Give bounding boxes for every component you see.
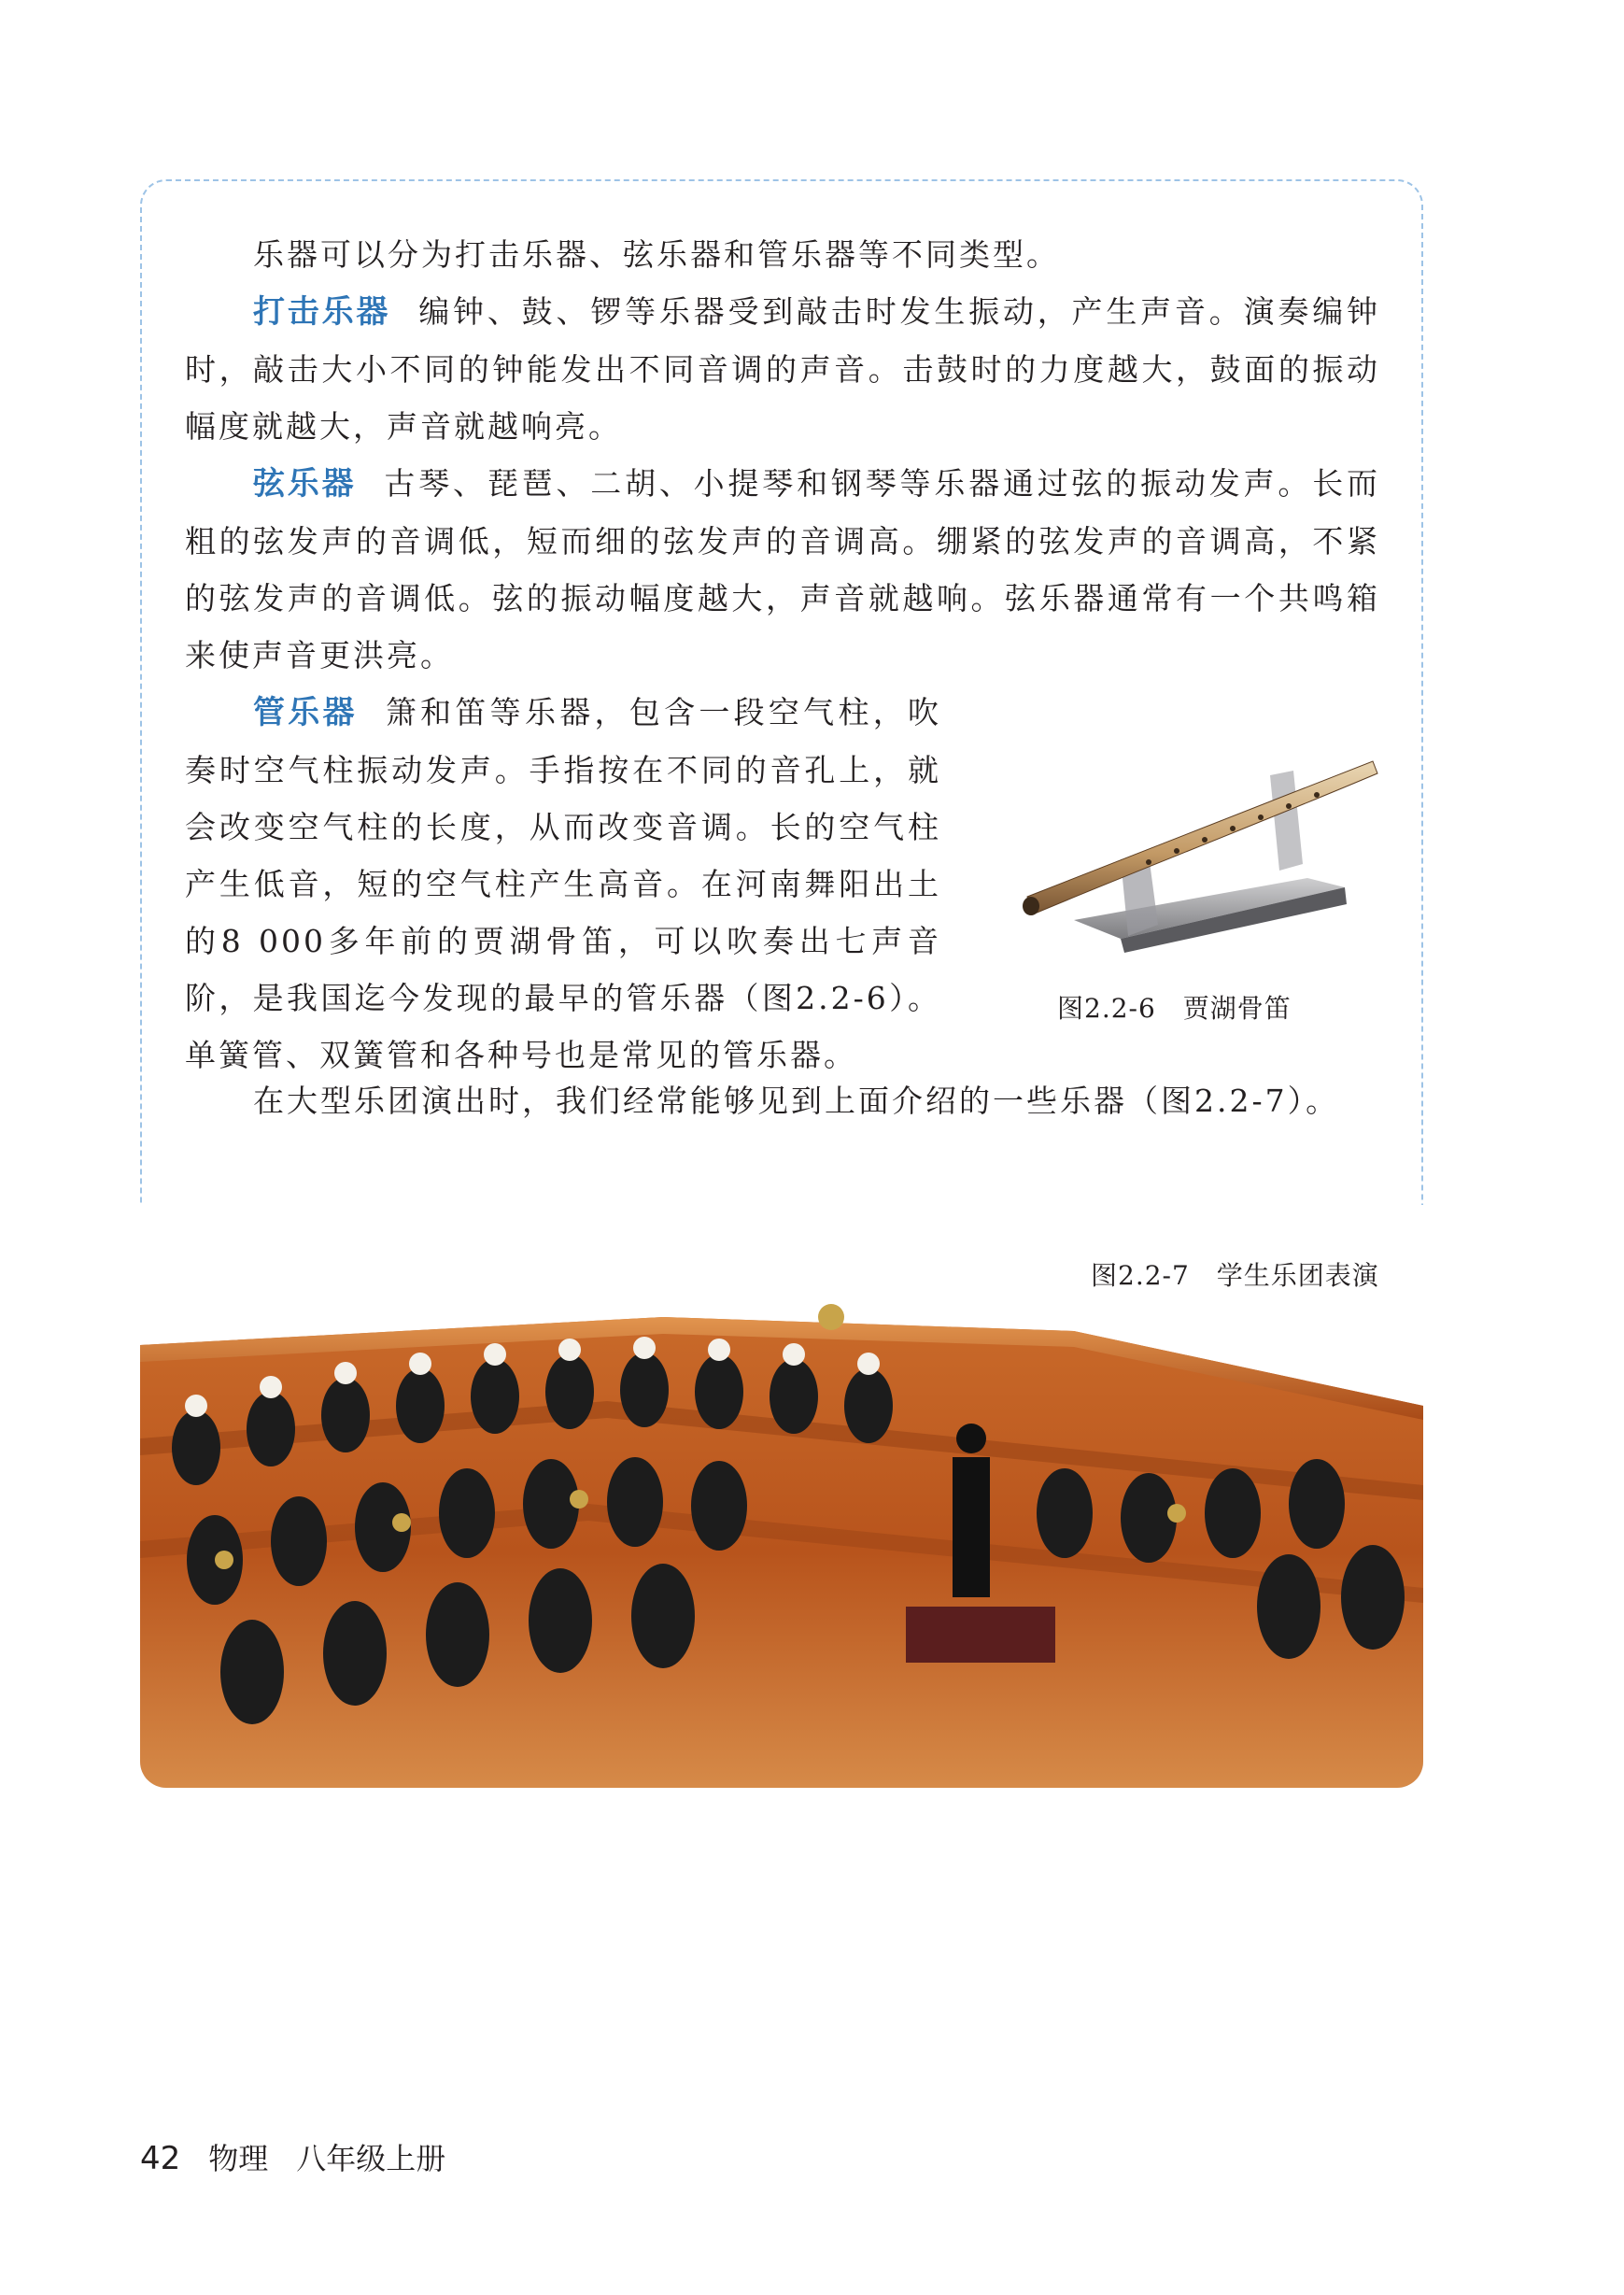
strings-text: 古琴、琵琶、二胡、小提琴和钢琴等乐器通过弦的振动发声。长而粗的弦发声的音调低，短而细的弦发声的音调高。绷紧的弦发声的音调高，不紧的弦发声的音调低。弦的振动幅度越大，声音就越响。弦乐器通常有一个共鸣箱来使声音更洪亮。: [185, 465, 1381, 673]
percussion-paragraph: [185, 283, 1380, 455]
page-number: 42: [140, 2140, 181, 2177]
strings-term: 弦乐器: [253, 465, 357, 503]
grade-label: 八年级上册: [296, 2141, 446, 2176]
wind-paragraph: [185, 684, 941, 1084]
band-caption: 图2.2-7 学生乐团表演: [1091, 1260, 1379, 1291]
closing-paragraph: 在大型乐团演出时，我们经常能够见到上面介绍的一些乐器（图2.2-7）。: [253, 1083, 1340, 1119]
percussion-text: 编钟、鼓、锣等乐器受到敲击时发生振动，产生声音。演奏编钟时，敲击大小不同的钟能发出不同音调的声音。击鼓时的力度越大，鼓面的振动幅度就越大，声音就越响亮。: [185, 293, 1381, 445]
strings-paragraph: [185, 455, 1380, 684]
body-text: [185, 226, 1380, 1084]
intro-paragraph: 乐器可以分为打击乐器、弦乐器和管乐器等不同类型。: [253, 236, 1060, 273]
wind-term: 管乐器: [253, 694, 358, 731]
flute-caption: 图2.2-6 贾湖骨笛: [1057, 993, 1292, 1024]
wind-text: 箫和笛等乐器，包含一段空气柱，吹奏时空气柱振动发声。手指按在不同的音孔上，就会改变空气柱的长度，从而改变音调。长的空气柱产生低音，短的空气柱产生高音。在河南舞阳出土的8 000多年前的贾湖骨笛，可以吹奏出七声音阶，是我国迄今发现的最早的管乐器（图2.2-6）。单簧管、双簧管和各种号也是常见的管乐器。: [185, 694, 942, 1073]
subject-label: 物理: [208, 2141, 269, 2176]
wind-column: [185, 684, 941, 1084]
page-footer: [140, 2135, 445, 2178]
percussion-term: 打击乐器: [253, 293, 391, 331]
bone-flute-image: [1009, 738, 1382, 953]
